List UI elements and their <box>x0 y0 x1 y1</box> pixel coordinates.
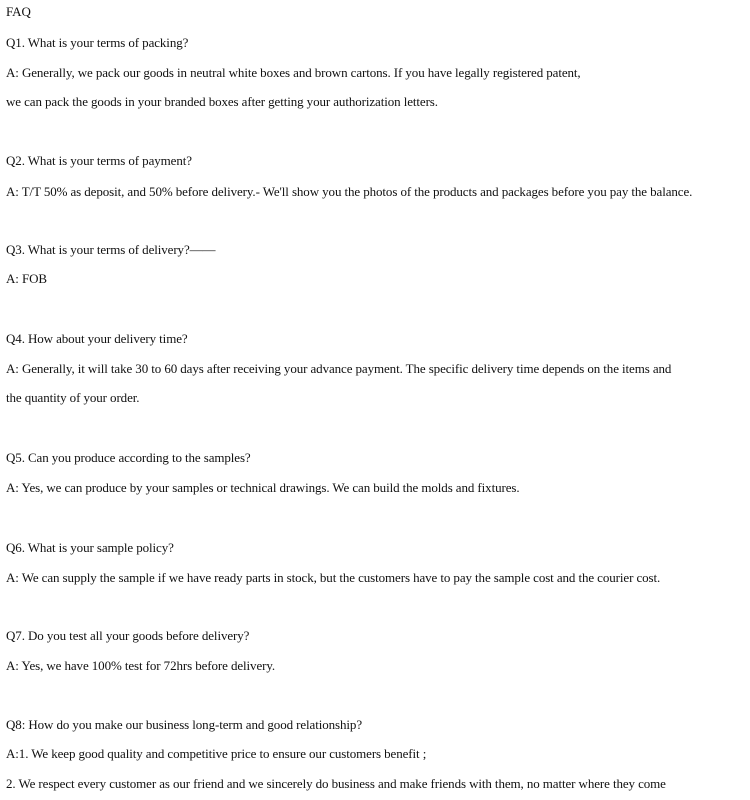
question-1: Q1. What is your terms of packing? <box>6 35 189 50</box>
answer-1-line-1: A: Generally, we pack our goods in neutral white boxes and brown cartons. If you have legally registered patent, <box>6 65 581 80</box>
question-6: Q6. What is your sample policy? <box>6 540 174 555</box>
answer-4-line-1: A: Generally, it will take 30 to 60 days after receiving your advance payment. The specific delivery time depends on the items and <box>6 361 672 376</box>
answer-5: A: Yes, we can produce by your samples or technical drawings. We can build the molds and fixtures. <box>6 480 520 495</box>
question-5: Q5. Can you produce according to the samples? <box>6 450 251 465</box>
answer-1-line-2: we can pack the goods in your branded boxes after getting your authorization letters. <box>6 94 438 109</box>
answer-2: A: T/T 50% as deposit, and 50% before delivery.- We'll show you the photos of the products and packages before you pay the balance. <box>6 184 693 199</box>
answer-4-line-2: the quantity of your order. <box>6 390 140 405</box>
answer-8-point-2: 2. We respect every customer as our friend and we sincerely do business and make friends with them, no matter where they come <box>6 776 666 791</box>
answer-7: A: Yes, we have 100% test for 72hrs before delivery. <box>6 658 276 673</box>
question-2: Q2. What is your terms of payment? <box>6 153 192 168</box>
answer-6: A: We can supply the sample if we have ready parts in stock, but the customers have to pay the sample cost and the courier cost. <box>6 570 661 585</box>
question-3: Q3. What is your terms of delivery?—— <box>6 242 216 257</box>
question-8: Q8: How do you make our business long-term and good relationship? <box>6 717 362 732</box>
faq-title: FAQ <box>6 4 31 19</box>
question-7: Q7. Do you test all your goods before delivery? <box>6 628 250 643</box>
question-4: Q4. How about your delivery time? <box>6 331 188 346</box>
answer-3: A: FOB <box>6 271 47 286</box>
answer-8-point-1: A:1. We keep good quality and competitive price to ensure our customers benefit ; <box>6 746 427 761</box>
